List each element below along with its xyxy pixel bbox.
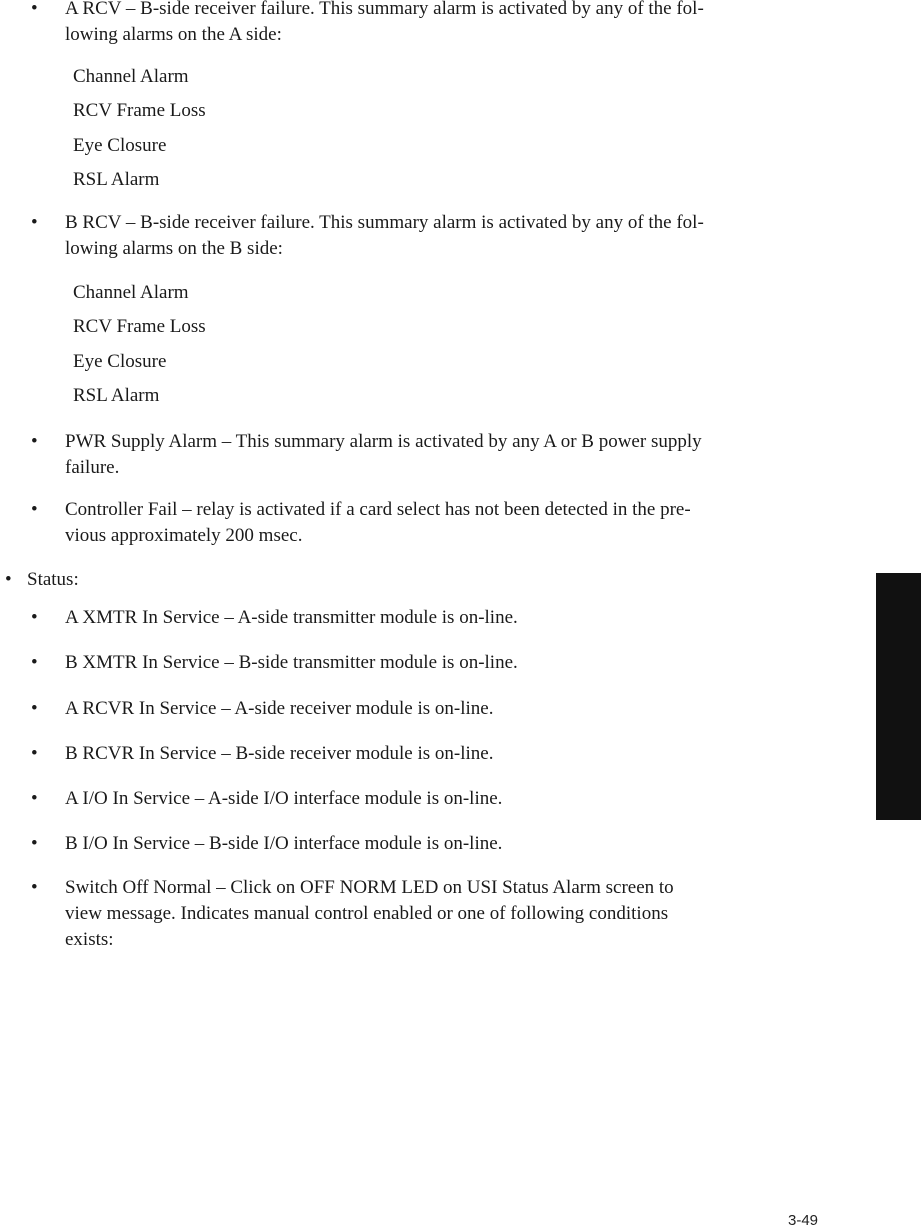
bullet-controller-fail — [31, 497, 830, 549]
bullet-symbol: • — [31, 652, 38, 673]
pwr-supply-line2: failure. — [65, 457, 120, 478]
bullet-symbol: • — [31, 743, 38, 764]
pwr-supply-line1: PWR Supply Alarm – This summary alarm is activated by any A or B power supply — [65, 431, 702, 452]
a-rcv-subitem: RCV Frame Loss — [73, 100, 206, 121]
a-rcv-subitem: RSL Alarm — [73, 169, 160, 190]
status-item — [31, 831, 830, 857]
a-rcv-line2: lowing alarms on the A side: — [65, 24, 282, 45]
b-rcv-subitem: RSL Alarm — [73, 385, 160, 406]
status-item — [31, 786, 830, 812]
b-rcv-subitem: Channel Alarm — [73, 282, 189, 303]
status-item — [31, 696, 830, 722]
status-item-text: A XMTR In Service – A-side transmitter module is on-line. — [65, 607, 518, 628]
status-item-text: A RCVR In Service – A-side receiver module is on-line. — [65, 698, 494, 719]
status-item-text: B XMTR In Service – B-side transmitter module is on-line. — [65, 652, 518, 673]
bullet-symbol: • — [31, 833, 38, 854]
bullet-status — [5, 567, 827, 593]
status-item — [31, 650, 830, 676]
bullet-b-rcv — [31, 210, 830, 262]
status-item-text: A I/O In Service – A-side I/O interface module is on-line. — [65, 788, 503, 809]
bullet-pwr-supply — [31, 429, 830, 481]
b-rcv-subitem: RCV Frame Loss — [73, 316, 206, 337]
switch-off-line3: exists: — [65, 929, 114, 950]
bullet-symbol: • — [31, 698, 38, 719]
switch-off-line1: Switch Off Normal – Click on OFF NORM LED on USI Status Alarm screen to — [65, 877, 674, 898]
page-number: 3-49 — [788, 1212, 819, 1229]
bullet-a-rcv — [31, 0, 830, 48]
a-rcv-subitem: Channel Alarm — [73, 66, 189, 87]
bullet-symbol: • — [5, 569, 12, 590]
b-rcv-subitem: Eye Closure — [73, 351, 167, 372]
status-item-text: B I/O In Service – B-side I/O interface module is on-line. — [65, 833, 503, 854]
status-label: Status: — [27, 569, 79, 590]
bullet-symbol: • — [31, 607, 38, 628]
status-item-switch-off — [31, 875, 830, 953]
controller-fail-line1: Controller Fail – relay is activated if a card select has not been detected in the pre- — [65, 499, 691, 520]
bullet-symbol: • — [31, 499, 38, 520]
bullet-symbol: • — [31, 431, 38, 452]
a-rcv-subitem: Eye Closure — [73, 135, 167, 156]
bullet-symbol: • — [31, 788, 38, 809]
b-rcv-line1: B RCV – B-side receiver failure. This summary alarm is activated by any of the fol- — [65, 212, 704, 233]
status-item — [31, 605, 830, 631]
switch-off-line2: view message. Indicates manual control enabled or one of following conditions — [65, 903, 669, 924]
controller-fail-line2: vious approximately 200 msec. — [65, 525, 303, 546]
status-item — [31, 741, 830, 767]
status-item-text: B RCVR In Service – B-side receiver module is on-line. — [65, 743, 494, 764]
b-rcv-line2: lowing alarms on the B side: — [65, 238, 283, 259]
bullet-symbol: • — [31, 0, 38, 19]
section-tab — [876, 573, 921, 820]
a-rcv-line1: A RCV – B-side receiver failure. This summary alarm is activated by any of the fol- — [65, 0, 704, 19]
bullet-symbol: • — [31, 212, 38, 233]
bullet-symbol: • — [31, 877, 38, 898]
